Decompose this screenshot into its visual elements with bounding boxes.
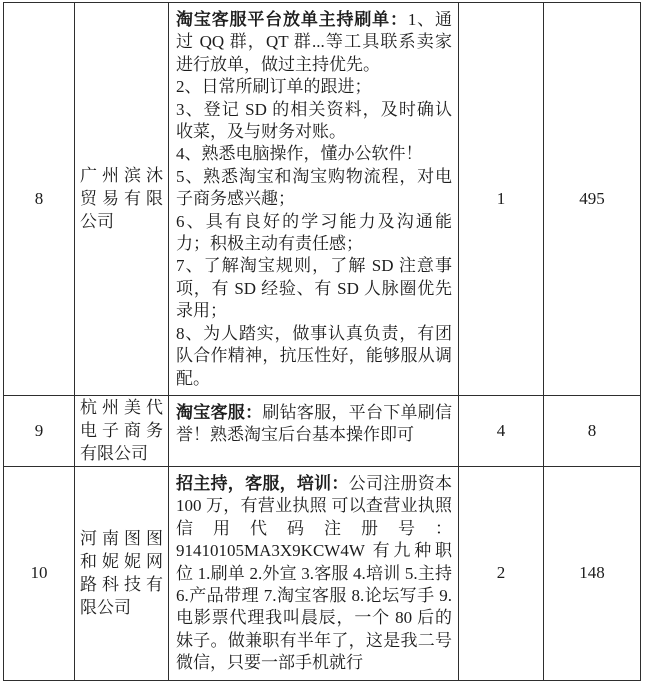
description-paragraph — [176, 473, 452, 675]
description-paragraph — [176, 9, 452, 76]
company-name-cell: 河南图图和妮妮网路科技有限公司 — [75, 466, 169, 680]
company-name-cell: 广州滨沐贸易有限公司 — [75, 3, 169, 396]
count-cell: 1 — [459, 3, 544, 396]
description-item: 3、登记 SD 的相关资料，及时确认收菜，及与财务对账。 — [176, 99, 452, 142]
description-item: 7、了解淘宝规则，了解 SD 注意事项，有 SD 经验、有 SD 人脉圈优先录用； — [176, 256, 452, 321]
job-description-cell — [169, 395, 459, 466]
value-cell: 148 — [544, 466, 641, 680]
row-number-cell: 9 — [4, 395, 75, 466]
description-item: 4、熟悉电脑操作，懂办公软件！ — [176, 144, 423, 164]
table-row — [4, 3, 641, 396]
description-lead: 淘宝客服平台放单主持刷单： — [176, 10, 408, 29]
value-cell: 495 — [544, 3, 641, 396]
job-description-cell — [169, 3, 459, 396]
table-row — [4, 395, 641, 466]
description-item: 2、日常所刷订单的跟进； — [176, 77, 372, 97]
description-lead: 淘宝客服： — [176, 402, 263, 422]
value-cell: 8 — [544, 395, 641, 466]
description-item: 8、为人踏实，做事认真负责，有团队合作精神，抗压性好，能够服从调配。 — [176, 323, 452, 388]
description-lead: 招主持，客服，培训： — [176, 473, 349, 493]
scanned-table-sheet — [3, 2, 641, 681]
table-row — [4, 466, 641, 680]
job-listings-table — [3, 2, 641, 681]
description-item: 5、熟悉淘宝和淘宝购物流程，对电子商务感兴趣； — [176, 166, 452, 209]
count-cell: 2 — [459, 466, 544, 680]
row-number-cell: 8 — [4, 3, 75, 396]
row-number-cell: 10 — [4, 466, 75, 680]
description-intro: 公司注册资本 100 万，有营业执照 可以查营业执照信用代码注册号：91410105MA3X9KCW4W 有九种职位 1.刷单 2.外宣 3.客服 4.培训 5.主持 6.产品带理 7.淘宝客服 8.论坛写手 9.电影票代理我叫晨辰，一个 80 后的妹子。做兼职有半年了，这是我二号微信，只要一部手机就行 — [176, 473, 453, 673]
description-item: 6、具有良好的学习能力及沟通能力；积极主动有责任感； — [176, 211, 452, 254]
count-cell: 4 — [459, 395, 544, 466]
job-description-cell — [169, 466, 459, 680]
company-name-cell: 杭州美代电子商务有限公司 — [75, 395, 169, 466]
description-intro: 刷钻客服，平台下单刷信誉！熟悉淘宝后台基本操作即可 — [176, 402, 453, 445]
description-intro: 1、通过 QQ 群，QT 群...等工具联系卖家进行放单，做过主持优先。 — [176, 10, 453, 74]
description-paragraph — [176, 402, 452, 447]
